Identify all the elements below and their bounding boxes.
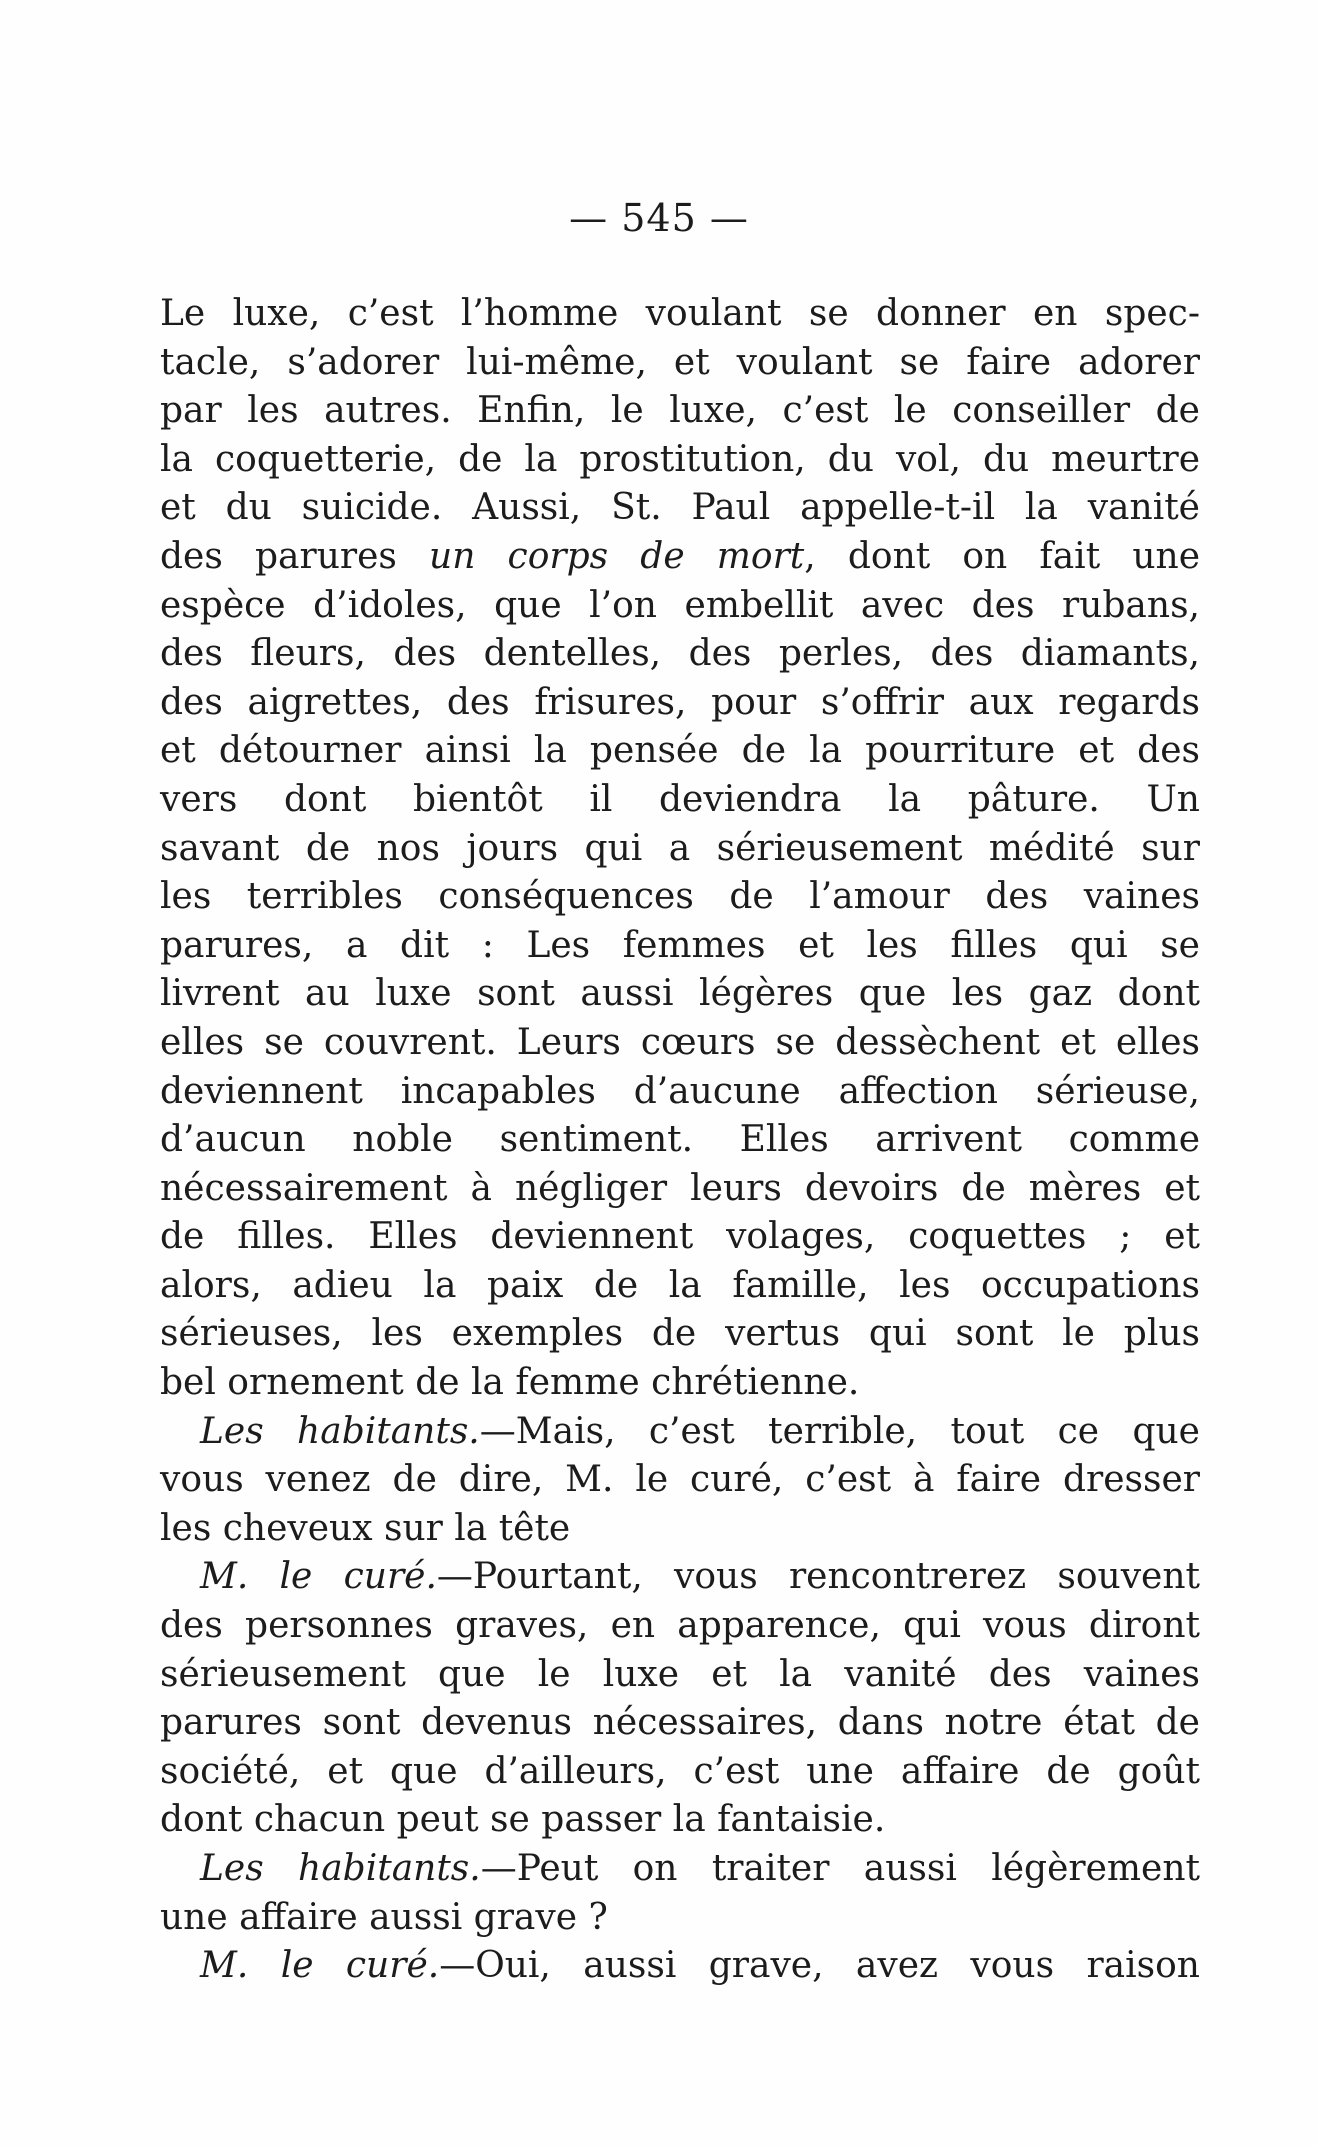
text-line xyxy=(160,1068,1200,1117)
text-line xyxy=(160,1942,1200,1991)
text-span: par les autres. Enfin, le luxe, c’est le conseiller de xyxy=(160,390,1200,432)
text-span: vous venez de dire, M. le curé, c’est à faire dresser xyxy=(160,1459,1200,1501)
text-line xyxy=(160,484,1200,533)
text-line xyxy=(160,727,1200,776)
text-line xyxy=(160,679,1200,728)
text-line xyxy=(160,1262,1200,1311)
text-line xyxy=(160,1651,1200,1700)
text-line xyxy=(160,533,1200,582)
text-span: société, et que d’ailleurs, c’est une affaire de goût xyxy=(160,1750,1200,1792)
text-line xyxy=(160,1213,1200,1262)
text-span: —Peut on traiter aussi légèrement xyxy=(480,1848,1200,1889)
text-span: parures sont devenus nécessaires, dans notre état de xyxy=(160,1702,1200,1744)
text-line xyxy=(160,1796,1200,1845)
text-span: dont chacun peut se passer la fantaisie. xyxy=(160,1799,886,1841)
text-line xyxy=(160,1748,1200,1797)
body-text xyxy=(160,290,1200,1991)
text-line xyxy=(160,1116,1200,1165)
text-span: elles se couvrent. Leurs cœurs se dessèchent et elles xyxy=(160,1021,1200,1063)
text-span: les terribles conséquences de l’amour des vaines xyxy=(160,876,1200,918)
text-span: parures, a dit : Les femmes et les filles qui se xyxy=(160,924,1200,966)
text-span: et du suicide. Aussi, St. Paul appelle-t-il la vanité xyxy=(160,487,1200,529)
text-span: bel ornement de la femme chrétienne. xyxy=(160,1362,860,1404)
text-span: de filles. Elles deviennent volages, coquettes ; et xyxy=(160,1216,1200,1258)
text-span: —Mais, c’est terrible, tout ce que xyxy=(479,1410,1200,1452)
text-line xyxy=(160,290,1200,339)
text-line xyxy=(160,1359,1200,1408)
italic-text: Les habitants. xyxy=(200,1848,481,1889)
text-line xyxy=(160,339,1200,388)
text-span: tacle, s’adorer lui-même, et voulant se faire adorer xyxy=(160,341,1200,383)
text-line xyxy=(160,1408,1200,1457)
text-span: nécessairement à négliger leurs devoirs de mères et xyxy=(160,1167,1200,1209)
text-line xyxy=(160,1602,1200,1651)
text-line xyxy=(160,1699,1200,1748)
text-line xyxy=(160,776,1200,825)
text-span: , dont on fait une xyxy=(804,535,1200,577)
text-line xyxy=(160,922,1200,971)
text-span: des aigrettes, des frisures, pour s’offrir aux regards xyxy=(160,681,1200,723)
text-span: les cheveux sur la tête xyxy=(160,1507,571,1549)
text-line xyxy=(160,1553,1200,1602)
text-span: espèce d’idoles, que l’on embellit avec des rubans, xyxy=(160,584,1200,626)
text-span: une affaire aussi grave ? xyxy=(160,1896,608,1938)
text-line xyxy=(160,1845,1200,1894)
text-line xyxy=(160,1019,1200,1068)
text-line xyxy=(160,825,1200,874)
text-line xyxy=(160,582,1200,631)
text-span: d’aucun noble sentiment. Elles arrivent comme xyxy=(160,1119,1200,1161)
text-span: alors, adieu la paix de la famille, les occupations xyxy=(160,1264,1200,1306)
text-span: la coquetterie, de la prostitution, du vol, du meurtre xyxy=(160,438,1200,480)
text-span: vers dont bientôt il deviendra la pâture. Un xyxy=(160,778,1200,820)
text-line xyxy=(160,1310,1200,1359)
text-line xyxy=(160,1505,1200,1554)
page-number: — 545 — xyxy=(569,196,749,240)
text-line xyxy=(160,436,1200,485)
italic-text: M. le curé. xyxy=(200,1556,437,1598)
italic-text: M. le curé. xyxy=(200,1945,440,1987)
text-span: —Oui, aussi grave, avez vous raison xyxy=(439,1945,1200,1987)
text-span: deviennent incapables d’aucune affection sérieuse, xyxy=(160,1070,1200,1112)
text-line xyxy=(160,970,1200,1019)
italic-text: un corps de mort xyxy=(429,535,805,577)
text-line xyxy=(160,387,1200,436)
text-span: Le luxe, c’est l’homme voulant se donner en spec- xyxy=(160,293,1200,334)
text-span: des parures xyxy=(160,535,430,577)
text-span: sérieuses, les exemples de vertus qui sont le plus xyxy=(160,1313,1200,1355)
text-span: —Pourtant, vous rencontrerez souvent xyxy=(436,1556,1200,1598)
text-line xyxy=(160,630,1200,679)
text-span: sérieusement que le luxe et la vanité des vaines xyxy=(160,1653,1200,1695)
text-span: des fleurs, des dentelles, des perles, des diamants, xyxy=(160,633,1200,675)
text-line xyxy=(160,1456,1200,1505)
text-span: des personnes graves, en apparence, qui vous diront xyxy=(160,1605,1200,1647)
text-span: livrent au luxe sont aussi légères que les gaz dont xyxy=(160,973,1200,1015)
text-span: savant de nos jours qui a sérieusement médité sur xyxy=(160,827,1200,869)
text-line xyxy=(160,1165,1200,1214)
text-line xyxy=(160,873,1200,922)
text-line xyxy=(160,1894,1200,1943)
italic-text: Les habitants. xyxy=(200,1410,480,1452)
text-span: et détourner ainsi la pensée de la pourriture et des xyxy=(160,730,1200,772)
